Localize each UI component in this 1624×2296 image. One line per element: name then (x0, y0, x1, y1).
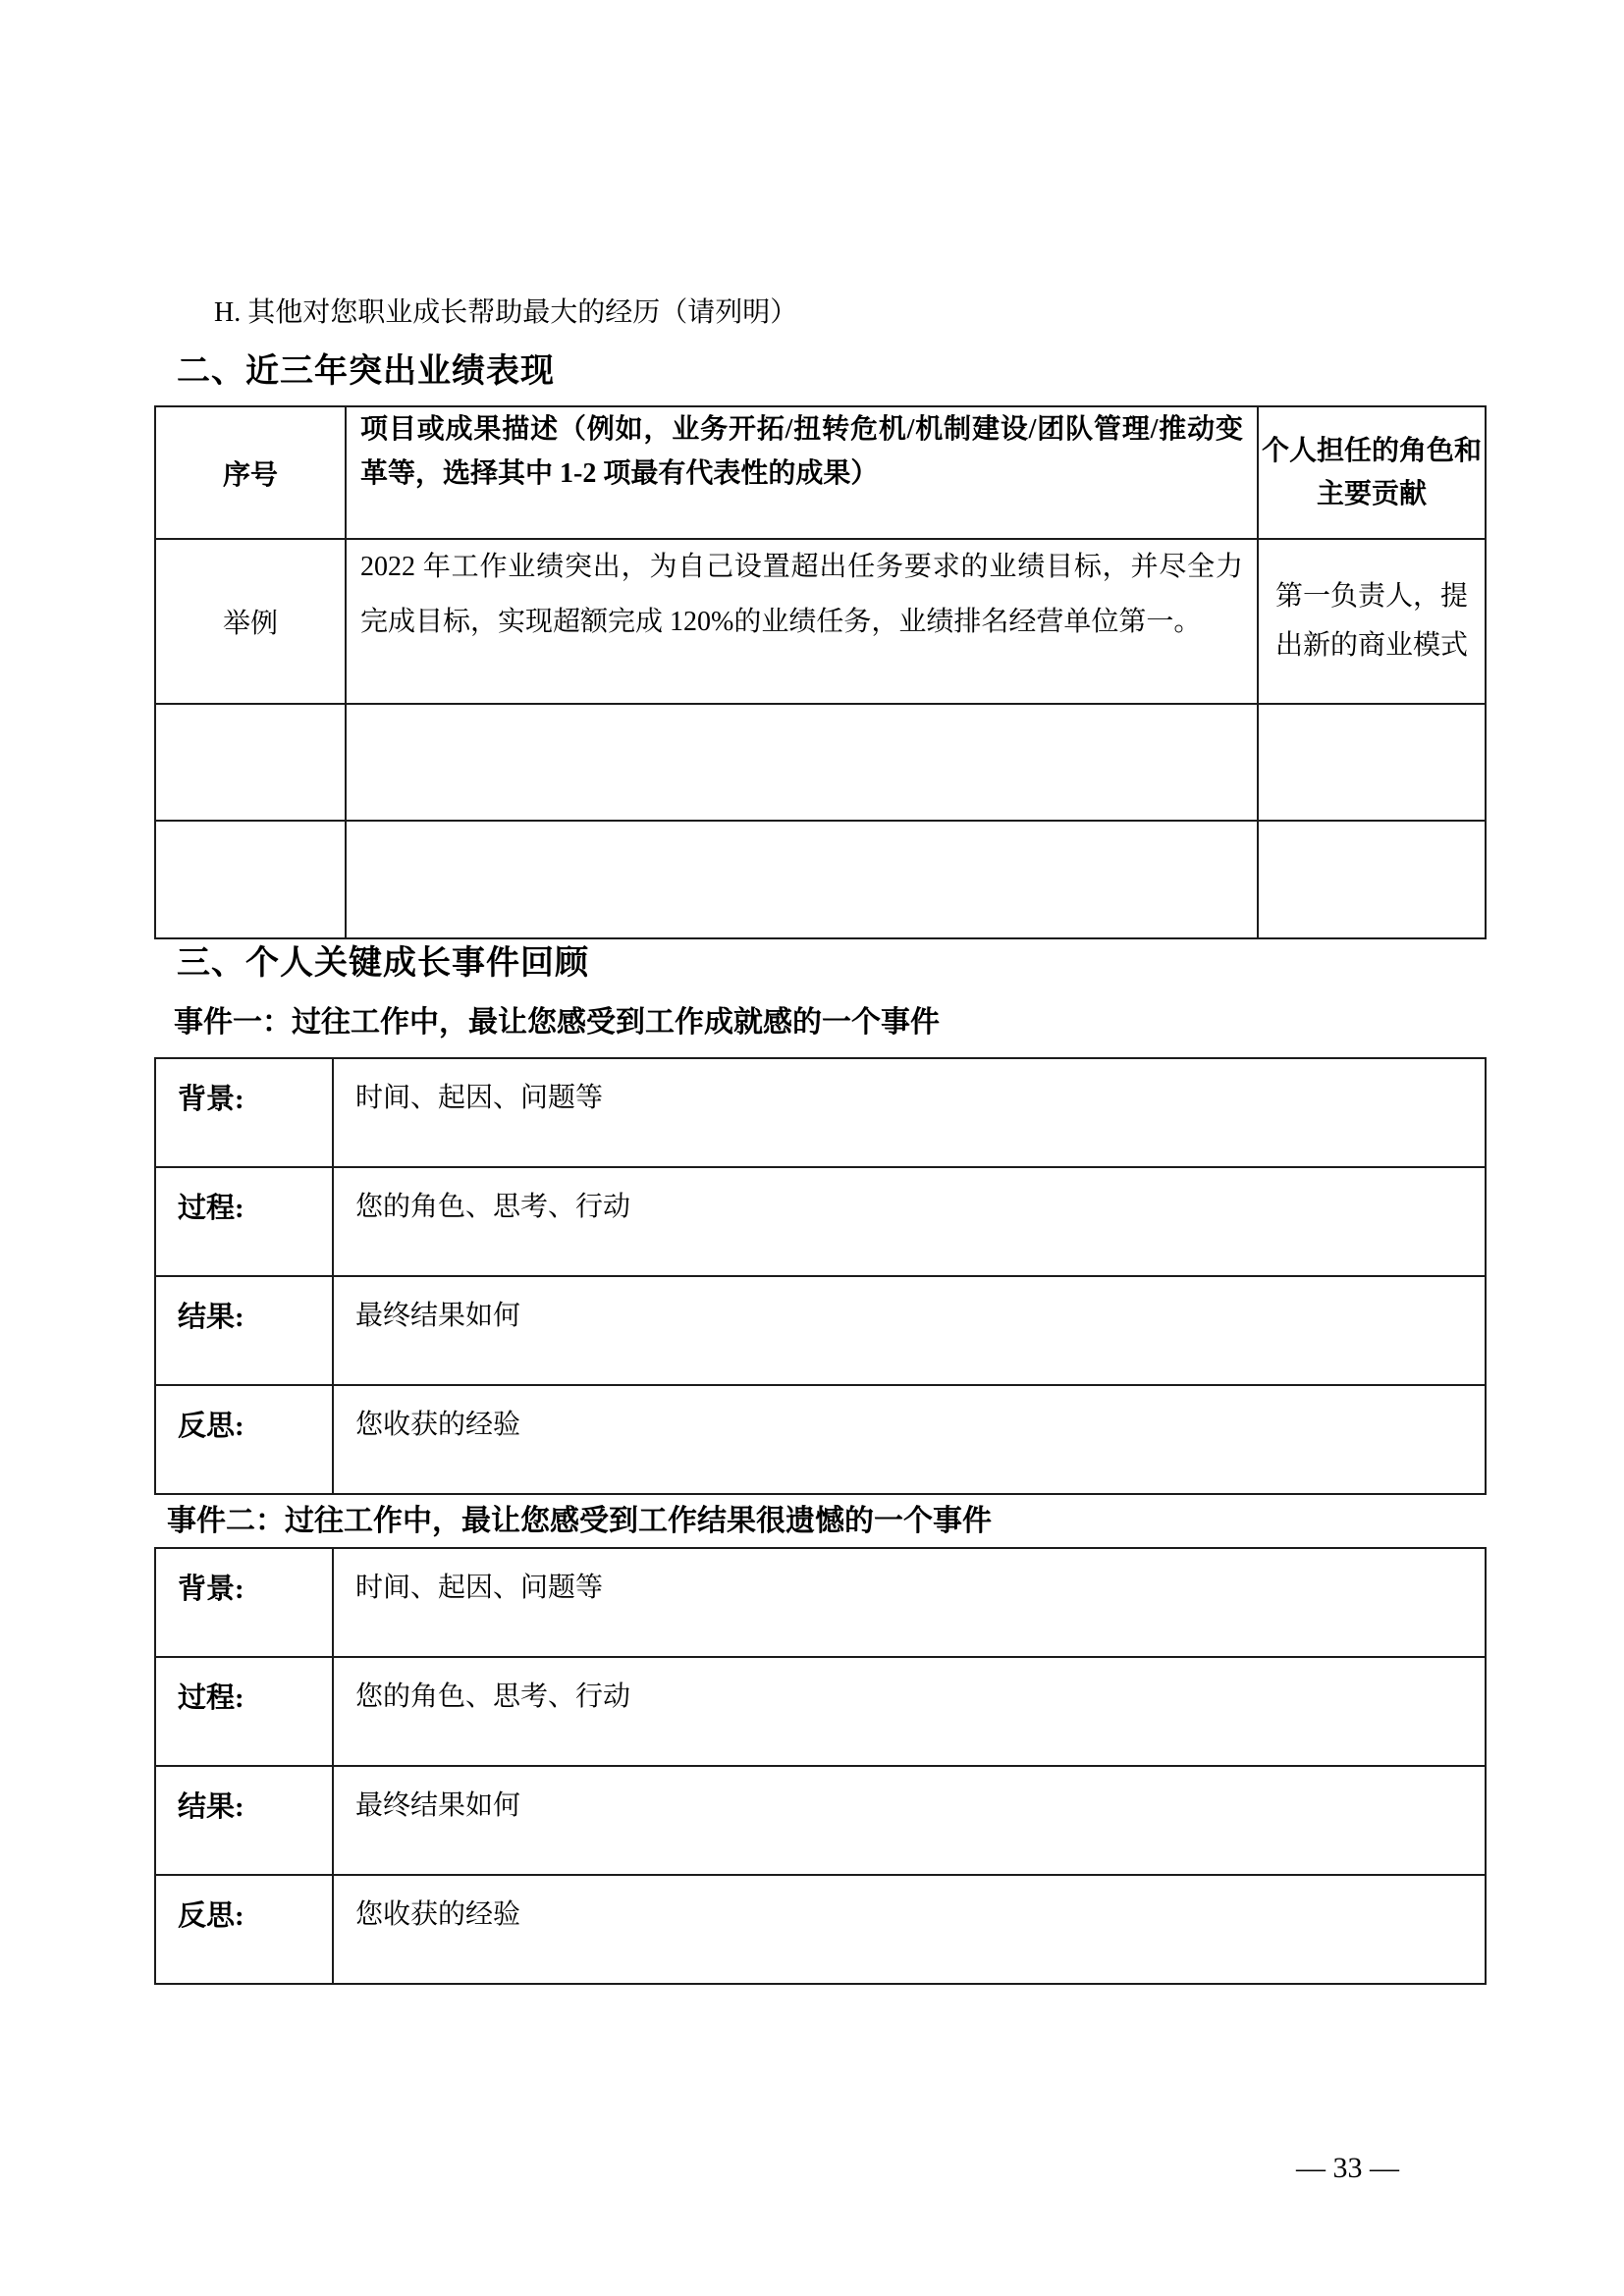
blank-role-cell (1258, 821, 1486, 938)
row-label: 过程: (155, 1657, 333, 1766)
event-1-table (154, 1057, 1487, 1495)
row-label: 结果: (155, 1766, 333, 1875)
row-hint: 您的角色、思考、行动 (333, 1657, 1486, 1766)
performance-table (154, 405, 1487, 939)
section-3-heading: 三、个人关键成长事件回顾 (177, 944, 589, 982)
example-index-cell: 举例 (155, 539, 346, 704)
row-label: 反思: (155, 1875, 333, 1984)
header-description: 项目或成果描述（例如，业务开拓/扭转危机/机制建设/团队管理/推动变革等，选择其中 1-2 项最有代表性的成果） (346, 406, 1258, 539)
event-2-heading: 事件二：过往工作中，最让您感受到工作结果很遗憾的一个事件 (167, 1505, 992, 1537)
table-row-blank-2 (155, 821, 1486, 938)
row-label: 背景: (155, 1548, 333, 1657)
example-role-cell: 第一负责人，提出新的商业模式 (1258, 539, 1486, 704)
row-label: 反思: (155, 1385, 333, 1494)
header-index: 序号 (155, 406, 346, 539)
page-number: — 33 — (1296, 2152, 1399, 2184)
row-hint: 时间、起因、问题等 (333, 1548, 1486, 1657)
blank-role-cell (1258, 704, 1486, 821)
blank-index-cell (155, 821, 346, 938)
row-hint: 最终结果如何 (333, 1766, 1486, 1875)
row-label: 过程: (155, 1167, 333, 1276)
row-hint: 您收获的经验 (333, 1385, 1486, 1494)
table-row-result (155, 1276, 1486, 1385)
table-row-reflection (155, 1875, 1486, 1984)
event-2-table (154, 1547, 1487, 1985)
table-row-process (155, 1167, 1486, 1276)
row-hint: 您收获的经验 (333, 1875, 1486, 1984)
blank-index-cell (155, 704, 346, 821)
question-item-h: H. 其他对您职业成长帮助最大的经历（请列明） (214, 297, 798, 328)
event-1-heading: 事件一：过往工作中，最让您感受到工作成就感的一个事件 (174, 1006, 940, 1039)
blank-description-cell (346, 821, 1258, 938)
table-row-result (155, 1766, 1486, 1875)
row-hint: 您的角色、思考、行动 (333, 1167, 1486, 1276)
table-row-blank-1 (155, 704, 1486, 821)
table-row-example (155, 539, 1486, 704)
row-hint: 时间、起因、问题等 (333, 1058, 1486, 1167)
table-row-background (155, 1548, 1486, 1657)
section-2-heading: 二、近三年突出业绩表现 (177, 352, 555, 390)
blank-description-cell (346, 704, 1258, 821)
header-role: 个人担任的角色和主要贡献 (1258, 406, 1486, 539)
table-row-reflection (155, 1385, 1486, 1494)
row-hint: 最终结果如何 (333, 1276, 1486, 1385)
table-row-process (155, 1657, 1486, 1766)
performance-table-header-row (155, 406, 1486, 539)
row-label: 结果: (155, 1276, 333, 1385)
row-label: 背景: (155, 1058, 333, 1167)
table-row-background (155, 1058, 1486, 1167)
example-description-cell: 2022 年工作业绩突出，为自己设置超出任务要求的业绩目标，并尽全力完成目标，实现超额完成 120%的业绩任务，业绩排名经营单位第一。 (346, 539, 1258, 704)
